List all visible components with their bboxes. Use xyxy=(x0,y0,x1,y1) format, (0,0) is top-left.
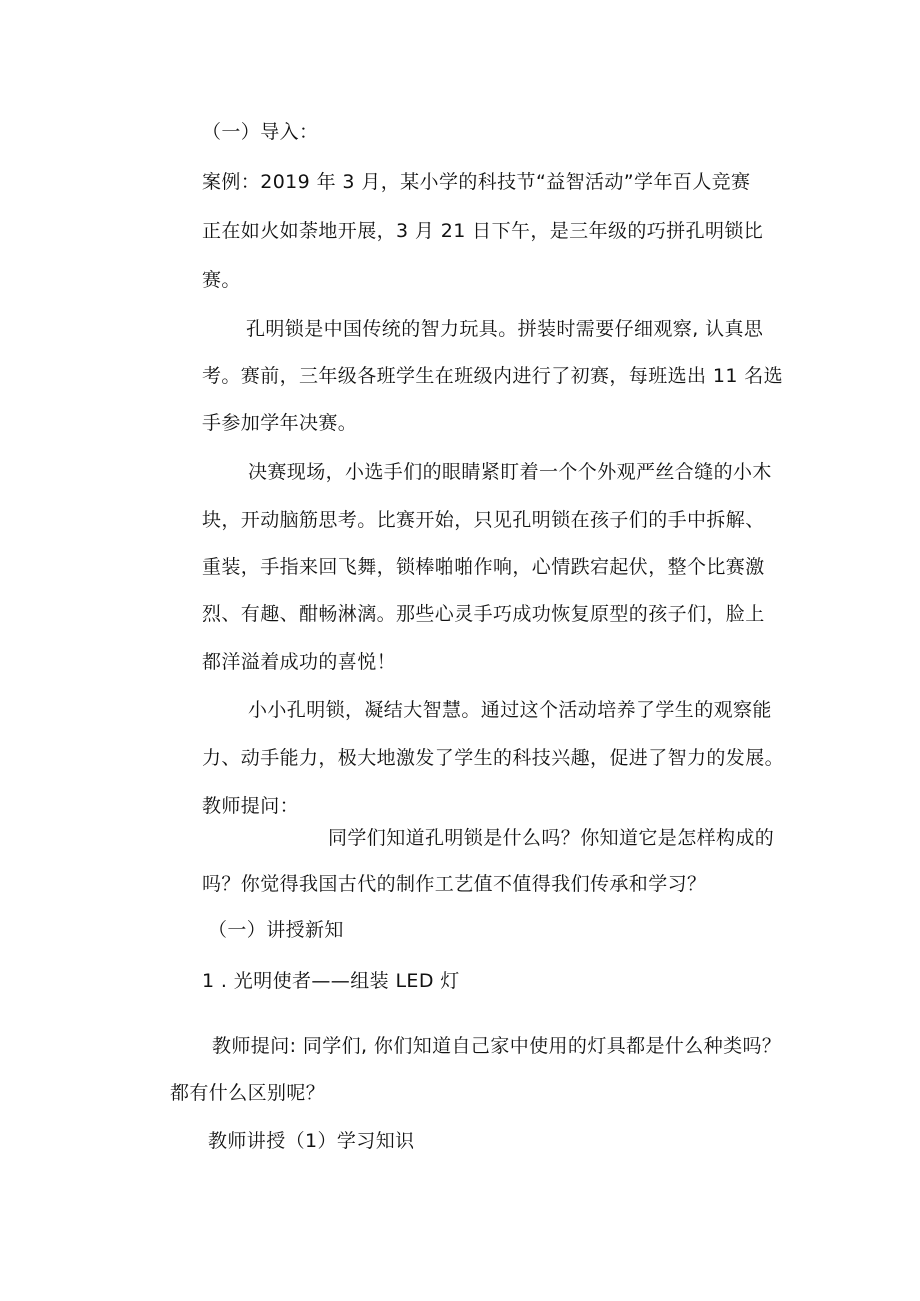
section-heading-new-knowledge: （一）讲授新知 xyxy=(208,919,344,941)
para1-line-3: 手参加学年决赛。 xyxy=(202,412,358,434)
case-line-3: 赛。 xyxy=(202,269,241,291)
case-line-2: 正在如火如荼地开展，3 月 21 日下午，是三年级的巧拼孔明锁比 xyxy=(202,220,764,242)
section-heading-intro: （一）导入： xyxy=(202,121,319,143)
para1-line-2: 考。赛前，三年级各班学生在班级内进行了初赛，每班选出 11 名选 xyxy=(202,365,784,387)
para2-line-2: 块，开动脑筋思考。比赛开始，只见孔明锁在孩子们的手中拆解、 xyxy=(202,509,765,531)
question-line-2: 吗？你觉得我国古代的制作工艺值不值得我们传承和学习？ xyxy=(202,873,707,895)
teacher-question-label: 教师提问： xyxy=(202,795,300,817)
para2-line-4: 烈、有趣、酣畅淋漓。那些心灵手巧成功恢复原型的孩子们，脸上 xyxy=(202,603,765,625)
para3-line-1: 小小孔明锁，凝结大智慧。通过这个活动培养了学生的观察能 xyxy=(248,699,772,721)
para3-line-2: 力、动手能力，极大地激发了学生的科技兴趣，促进了智力的发展。 xyxy=(202,747,785,769)
para1-line-1: 孔明锁是中国传统的智力玩具。拼装时需要仔细观察, 认真思 xyxy=(246,318,764,340)
teacher-question-2-line-1: 教师提问: 同学们, 你们知道自己家中使用的灯具都是什么种类吗？ xyxy=(212,1035,782,1057)
para2-line-3: 重装，手指来回飞舞，锁棒啪啪作响，心情跌宕起伏，整个比赛激 xyxy=(202,556,765,578)
para2-line-5: 都洋溢着成功的喜悦！ xyxy=(202,651,397,673)
item-1-led-lamp: 1 . 光明使者——组装 LED 灯 xyxy=(202,970,460,992)
question-line-1: 同学们知道孔明锁是什么吗？你知道它是怎样构成的 xyxy=(328,827,775,849)
teacher-lecture: 教师讲授（1）学习知识 xyxy=(208,1130,415,1152)
teacher-question-2-line-2: 都有什么区别呢？ xyxy=(170,1082,326,1104)
para2-line-1: 决赛现场，小选手们的眼睛紧盯着一个个外观严丝合缝的小木 xyxy=(248,461,772,483)
case-line-1: 案例：2019 年 3 月，某小学的科技节“益智活动”学年百人竞赛 xyxy=(202,171,751,193)
